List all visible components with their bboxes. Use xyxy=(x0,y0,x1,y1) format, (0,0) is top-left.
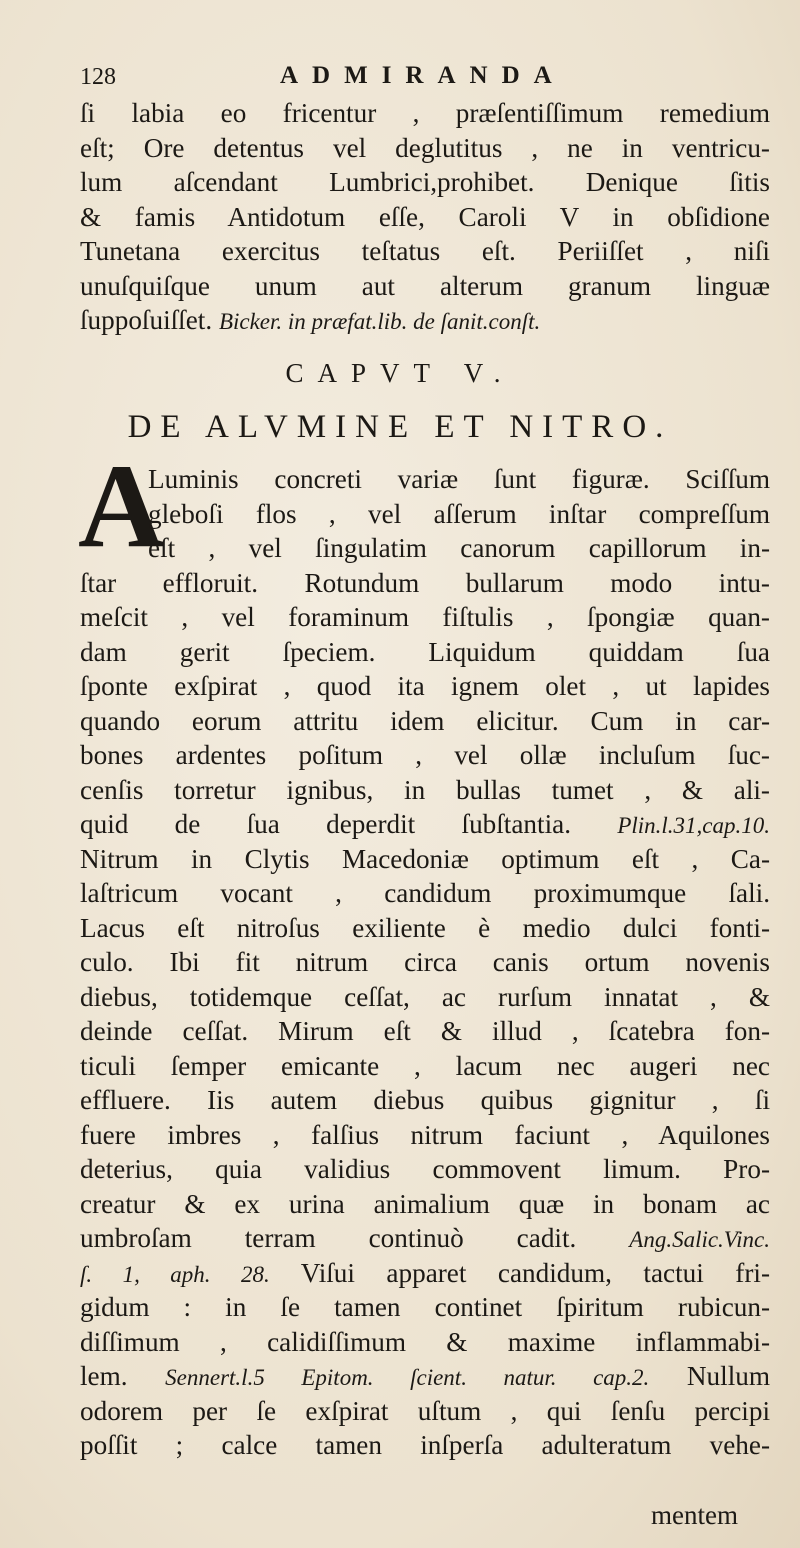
drop-cap: A xyxy=(78,439,165,572)
text-line: ticuli ſemper emicante , lacum nec augeri nec xyxy=(80,1050,770,1081)
text-line: unuſquiſque unum aut alterum granum linguæ xyxy=(80,270,770,301)
text-line: eſt; Ore detentus vel deglutitus , ne in ventricu- xyxy=(80,132,770,163)
text-line: gidum : in ſe tamen continet ſpiritum rubicun- xyxy=(80,1292,770,1322)
text-line: laſtricum vocant , candidum proximumque ſali. xyxy=(80,878,770,908)
text-line: diſſimum , calidiſſimum & maxime inflammabi- xyxy=(80,1326,770,1357)
text-line: lum aſcendant Lumbrici,prohibet. Denique ſitis xyxy=(80,167,770,197)
page-number: 128 xyxy=(80,64,116,90)
running-head: ADMIRANDA xyxy=(280,62,566,89)
line-text: Viſui apparet candidum, tactui fri- xyxy=(269,1257,770,1288)
page-header xyxy=(80,62,730,98)
text-line xyxy=(80,303,770,338)
text-line xyxy=(80,807,770,842)
citation: ſ. 1, aph. 28. xyxy=(80,1261,270,1287)
text-line xyxy=(80,1221,770,1256)
text-line xyxy=(80,1359,770,1394)
text-line: ſi labia eo fricentur , præſentiſſimum remedium xyxy=(80,98,770,128)
text-line: creatur & ex urina animalium quæ in bonam ac xyxy=(80,1188,770,1219)
text-line: & famis Antidotum eſſe, Caroli V in obſidione xyxy=(80,201,770,232)
text-line: Nitrum in Clytis Macedoniæ optimum eſt , Ca- xyxy=(80,843,770,874)
text-line: Tunetana exercitus teſtatus eſt. Periiſſet , niſi xyxy=(80,236,770,266)
chapter-title: CAPVT V. xyxy=(285,358,515,388)
line-text: umbroſam terram continuò cadit. xyxy=(80,1223,630,1253)
line-text: lem. xyxy=(80,1361,166,1391)
text-line: ſponte exſpirat , quod ita ignem olet , ut lapides xyxy=(80,671,770,701)
line-text: Nullum xyxy=(649,1361,770,1391)
text-line: culo. Ibi fit nitrum circa canis ortum novenis xyxy=(80,947,770,977)
chapter-subtitle: DE ALVMINE ET NITRO. xyxy=(127,409,673,445)
text-line xyxy=(80,1256,770,1291)
citation: Bicker. in præfat.lib. de ſanit.conſt. xyxy=(218,309,541,334)
text-line: poſſit ; calce tamen inſperſa adulteratum vehe- xyxy=(80,1430,770,1460)
text-line: Luminis concreti variæ ſunt figuræ. Sciſſum xyxy=(148,464,770,494)
continuation-paragraph xyxy=(80,96,770,338)
text-line: quando eorum attritu idem elicitur. Cum in car- xyxy=(80,705,770,736)
line-text: quid de ſua deperdit ſubſtantia. xyxy=(80,809,618,839)
text-line: effluere. Iis autem diebus quibus gignitur , ſi xyxy=(80,1085,770,1115)
text-line: Lacus eſt nitroſus exiliente è medio dulci fonti- xyxy=(80,912,770,943)
text-line: gleboſi flos , vel aſſerum inſtar compreſſum xyxy=(148,498,770,529)
text-line: odorem per ſe exſpirat uſtum , qui ſenſu percipi xyxy=(80,1395,770,1426)
text-line: fuere imbres , falſius nitrum faciunt , Aquilones xyxy=(80,1119,770,1150)
citation: Plin.l.31,cap.10. xyxy=(617,813,770,838)
text-line: meſcit , vel foraminum fiſtulis , ſpongiæ quan- xyxy=(80,602,770,632)
text-line: deterius, quia validius commovent limum. Pro- xyxy=(80,1154,770,1184)
text-line: deinde ceſſat. Mirum eſt & illud , ſcatebra fon- xyxy=(80,1016,770,1046)
text-line: diebus, totidemque ceſſat, ac rurſum innatat , & xyxy=(80,981,770,1012)
text-line: eſt , vel ſingulatim canorum capillorum in- xyxy=(148,533,770,563)
text-line: bones ardentes poſitum , vel ollæ incluſum ſuc- xyxy=(80,740,770,770)
text-line: cenſis torretur ignibus, in bullas tumet , & ali- xyxy=(80,774,770,805)
citation: Ang.Salic.Vinc. xyxy=(629,1227,770,1252)
text-line: dam gerit ſpeciem. Liquidum quiddam ſua xyxy=(80,636,770,667)
text-line: ſtar effloruit. Rotundum bullarum modo intu- xyxy=(80,567,770,598)
line-text: ſuppoſuiſſet. xyxy=(80,305,219,335)
main-paragraph xyxy=(80,462,770,1463)
citation: Sennert.l.5 Epitom. ſcient. natur. cap.2. xyxy=(165,1365,650,1390)
catchword: mentem xyxy=(651,1500,738,1530)
